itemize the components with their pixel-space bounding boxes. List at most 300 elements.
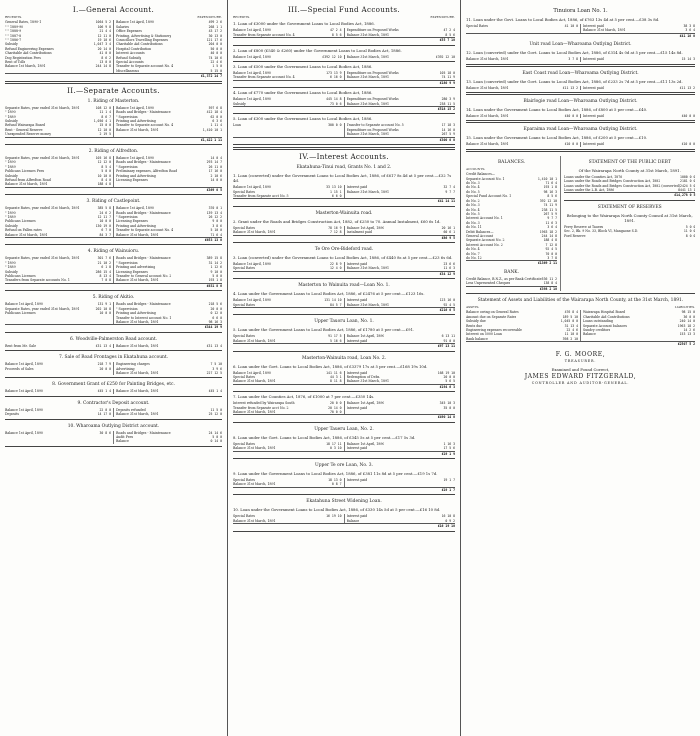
road-loan-para: 15. Loan under the Government Loans to Local Bodies Act, 1886, of £200 at 5 per cent.—£10.: [466, 135, 648, 141]
special-fund-receipt-label: Balance 1st April, 1890: [233, 97, 271, 102]
interest-para: 2. Grant under the Roads and Bridges Construction Act, 1882, of £250 to 70. Annual Instalment, £60 6s 1d.: [233, 218, 441, 224]
small-account-expense-amount: 11 5 0: [210, 407, 222, 412]
interest-total-row: [233, 451, 455, 456]
reserve-row: [564, 234, 695, 238]
interest-receipt-label: Balance 1st April, 1890: [233, 370, 271, 375]
general-expense-label: Special Accounts: [116, 60, 144, 65]
riding-expense-amount: 293 14 7: [206, 160, 222, 165]
small-account-title: 8. Government Grant of £250 for Painting Bridges, etc.: [52, 382, 175, 388]
riding-total-row: [5, 137, 222, 142]
interest-expense-label: Instalment paid: [346, 230, 372, 235]
general-receipts: [5, 20, 114, 73]
road-loan-expenditure: [581, 114, 695, 118]
interest-receipt-label: Special Rates: [233, 189, 256, 194]
bank-title: BANK.: [504, 269, 519, 275]
riding-expense-row: [116, 278, 222, 282]
riding-total-row: [5, 237, 222, 242]
assets-total: £2507 5 2: [677, 342, 695, 347]
interest-para: 4. Loan under the Government Loans to Local Bodies Act, 1886, of £2476 at 5 per cent.—£123 16s.: [233, 291, 425, 297]
assets-column: [466, 310, 581, 341]
asset-label: Engineering expenses recoverable: [466, 328, 522, 333]
small-account-expense-amount: 227 12 5: [206, 370, 222, 375]
riding-receipt-label: " 1889: [5, 215, 16, 219]
special-fund-receipt-row: [233, 55, 342, 59]
special-fund-divider: [233, 87, 455, 88]
riding-receipt-label: " 1890: [5, 210, 16, 215]
riding-receipt-label: Separate Rates, year ended 31st March, 1891: [5, 105, 80, 110]
interest-expense-row: [347, 339, 456, 343]
interest-expense-amount: 168 19 10: [437, 370, 455, 375]
public-debt-sub: Of the Wairarapa North County at 31st March, 1891.: [578, 167, 681, 173]
treasurer-role: TREASURER.: [564, 358, 597, 363]
general-receipt-label: Refund Engineering Expenses: [5, 46, 54, 51]
riding-receipt-label: Publicans Licenses Fees: [5, 169, 45, 174]
riding-receipt-amount: 105 16 8: [95, 155, 111, 160]
balance-amount: 244 14 8: [541, 233, 558, 238]
riding-expense-label: Printing and advertising: [116, 265, 156, 270]
small-account-receipt-label: Rent from Mr. Gale: [5, 343, 37, 348]
general-receipt-amount: 13 0 0: [99, 60, 111, 65]
interest-expenditure: [345, 262, 456, 271]
interest-total-row: [233, 414, 455, 419]
special-fund-receipt-row: [233, 123, 342, 127]
tinuiora-expense-label: Balance 31st March, 1891: [583, 28, 626, 33]
riding-expense-label: " Supervision: [116, 306, 138, 311]
small-account-expenditure: [114, 408, 222, 417]
general-receipt-label: " " 1886-7: [5, 38, 22, 43]
special-fund-expense-label: Expenditure on Proposed Works: [346, 71, 399, 76]
riding-expense-amount: 1 12 6: [210, 265, 222, 270]
special-fund-receipt-amount: 300 0 0: [328, 123, 342, 128]
special-fund-expense-label: Balance 31st March, 1891: [346, 75, 390, 80]
riding-receipt-row: [5, 182, 111, 186]
general-receipt-label: " " 1888-9: [5, 29, 22, 34]
riding-expense-label: Roads and Bridges - Maintenance: [116, 302, 171, 307]
road-loan-table: [466, 114, 695, 118]
general-receipt-amount: 244 14 8: [95, 64, 111, 69]
riding-expense-amount: 62 0 0: [210, 114, 222, 119]
riding-expense-row: [116, 320, 222, 324]
riding-receipt-amount: 15 0 0: [99, 123, 111, 128]
interest-total-row: [233, 271, 455, 276]
interest-head: Masterton to Wainuita road—Loan No. 1.: [298, 283, 390, 289]
balance-label: do No. 4: [466, 207, 480, 212]
interest-expense-label: Interest paid: [346, 370, 368, 375]
asset-label: Bank balance: [466, 336, 488, 341]
balance-label: do No. 3: [466, 203, 480, 208]
riding-total-row: [5, 324, 222, 329]
special-fund-expense-label: Expenditure on Proposed Works: [346, 127, 399, 132]
riding-receipt-label: Subsidy: [5, 118, 18, 123]
general-expense-label: Office Expenses: [116, 29, 142, 34]
balance-label: Special Fund Account No. 1: [466, 194, 512, 199]
interest-expense-label: Interest paid: [346, 514, 368, 519]
special-fund-para: 5. Loan of £300 under the Government Loans to Local Bodies Act, 1886.: [233, 116, 373, 122]
reserve-amount: 5 0 0: [685, 224, 696, 229]
interest-receipt-amount: 141 11 6: [326, 370, 342, 375]
liability-amount: 1963 18 2: [677, 323, 695, 328]
interest-expense-amount: 60 6 1: [443, 230, 455, 235]
interest-receipt-amount: 0 3 10: [329, 446, 342, 451]
separate-accounts-title: II.—Separate Accounts.: [67, 85, 160, 95]
road-loan-expenditure: [581, 57, 695, 61]
interest-head: Masterton-Wainuita road, Loan No. 2.: [301, 355, 387, 361]
interest-receipt-label: Transfer from Separate acct No. 5: [233, 193, 289, 198]
reserves-title: STATEMENT OF RESERVES: [597, 204, 662, 210]
general-expense-amount: 30 13 0: [208, 33, 222, 38]
balance-label: do No. 3: [466, 181, 480, 186]
balance-amount: 1963 18 2: [539, 229, 558, 234]
interest-receipt-row: [233, 379, 342, 383]
interest-para: 3. Loan (converted) under the Government Loans to Local Bodies Act, 1886, of £440 8s at 5 per cent.—£23 6s 6d.: [233, 254, 453, 260]
road-loan-para: 14. Loan under the Government Loans to Local Bodies Act, 1886, of £800 at 5 per cent.—£40.: [466, 107, 648, 113]
riding-expense-amount: 98 16 3: [208, 319, 222, 324]
special-fund-expense-label: Expenditure on Proposed Works: [346, 97, 399, 102]
riding-receipt-label: Separate Rates, year ended 31st March, 1891: [5, 155, 80, 160]
special-fund-expenditure: [345, 71, 456, 80]
receipts-label: RECEIPTS.: [5, 15, 23, 19]
interest-total: £34 12 9: [439, 271, 455, 276]
riding-receipt-amount: 5 0 0: [101, 169, 111, 174]
small-account-expense-amount: 24 14 6: [208, 430, 222, 435]
riding-receipt-amount: 108 12 0: [95, 105, 111, 110]
interest-receipt-label: Special Rates: [233, 334, 256, 339]
riding-expense-label: Balance 1st April, 1890: [116, 206, 154, 211]
small-account-divider: [5, 446, 222, 447]
special-fund-receipt-label: Subsidy: [233, 101, 246, 106]
interest-expense-amount: 91 0 0: [443, 338, 455, 343]
riding-total: £653 13 0: [204, 238, 222, 243]
interest-receipt-amount: 12 4 0: [329, 266, 342, 271]
general-expense-label: Charitable Aid Contributions: [116, 42, 163, 47]
special-fund-expense-amount: 47 2 4: [443, 28, 455, 33]
general-receipt-label: " " 1887-8: [5, 33, 22, 38]
interest-para: 6. Loan under the Govt. Loans to Local Bodies Act, 1886, of £3379 17s at 5 per cent.—£168 19s 10d.: [233, 363, 428, 369]
road-loan-receipt-label: Balance 31st March, 1891: [466, 142, 509, 147]
riding-receipt-amount: 7 0 8: [101, 278, 111, 283]
riding-title: 2. Riding of Alfredton.: [88, 148, 139, 154]
bank-table: [466, 277, 557, 286]
tinuiora-receipt-label: Special Rates: [466, 24, 489, 28]
general-receipt-amount: 21 4 4: [99, 29, 111, 34]
column-balances-statements: [461, 0, 700, 736]
tinuiora-receipt-row: [466, 24, 578, 28]
small-account-receipt-amount: 22 0 0: [99, 407, 111, 412]
balance-amount: 3 6 4: [547, 225, 558, 230]
balance-label: do No. 2: [466, 198, 480, 203]
small-account-expense-row: [116, 371, 222, 375]
general-expense-amount: 5 15 0: [210, 68, 222, 73]
asset-amount: 398 2 10: [562, 336, 578, 341]
road-loan-head: East Coast road Loan—Wharoama Outlying District.: [522, 70, 639, 76]
auditor-role: CONTROLLER AND AUDITOR-GENERAL.: [531, 380, 630, 385]
riding-receipt-label: " 1890: [5, 160, 16, 165]
riding-receipt-row: [5, 233, 111, 237]
balance-label: do No. 5: [466, 211, 480, 216]
general-receipt-amount: 1,047 3 4: [93, 42, 111, 47]
tinuiora-receipt-amount: 41 10 0: [564, 24, 578, 28]
interest-table: [233, 262, 455, 271]
special-fund-receipt-amount: 47 2 4: [329, 28, 342, 33]
special-fund-table: [233, 55, 455, 59]
interest-receipt-label: Transfer from Separate acct No. 2: [233, 405, 289, 410]
road-loan-receipt-amount: 3 7 8: [568, 57, 578, 62]
interest-receipt-amount: 8 11 8: [329, 379, 342, 384]
riding-expense-amount: 14 0 0: [210, 177, 222, 182]
riding-expense-amount: 412 18 4: [206, 110, 222, 115]
interest-receipts: [233, 185, 345, 198]
interest-expenditure: [345, 185, 456, 198]
special-fund-para: 1. Loan of £3000 under the Government Loans to Local Bodies Act, 1886.: [233, 21, 375, 27]
riding-expense-amount: 9 0 0: [212, 219, 222, 224]
interest-para: 10. Loan under the Government Loans to Local Bodies Act, 1886, of £330 14s 5d at 5 per cent.—£16 10 8d.: [233, 507, 441, 513]
interest-total: £490 14 0: [437, 415, 455, 420]
balance-label: do No. 4: [466, 247, 480, 252]
interest-expense-amount: 0 9 2: [445, 518, 455, 523]
liability-amount: 153 13 3: [679, 332, 695, 337]
special-fund-total: £180 9 9: [439, 80, 455, 85]
road-loan-expenditure: [581, 86, 695, 90]
riding-divider: [5, 144, 222, 145]
interest-receipt-amount: 33 13 10: [326, 185, 342, 190]
bank-label: Credit Balance, B.N.Z., as per Bank Certificate: [466, 276, 542, 281]
asset-amount: 189 5 10: [562, 314, 578, 319]
interest-receipt-row: [233, 519, 342, 523]
interest-divider: [233, 278, 455, 279]
road-loan-expense-row: [583, 114, 695, 118]
interest-expense-row: [347, 379, 456, 383]
interest-receipt-amount: 78 16 9: [328, 225, 342, 230]
road-loan-receipt-row: [466, 57, 578, 61]
road-loan-receipt-row: [466, 114, 578, 118]
interest-receipt-amount: 44 3 1: [329, 375, 342, 379]
special-fund-expense-amount: 105 18 0: [439, 71, 455, 76]
interest-para: 9. Loan under the Government Loans to Local Bodies Act, 1886, of £381 11s 8d at 5 per cent.—£19 1s 7d.: [233, 471, 438, 477]
riding-receipt-amount: 12 12 0: [97, 160, 111, 165]
public-debt-table: [564, 175, 695, 193]
riding-receipts: [5, 302, 114, 324]
balance-label: Interest Account No. 2: [466, 242, 503, 247]
riding-receipt-amount: 130 19 0: [95, 223, 111, 228]
interest-expenditure: [345, 298, 456, 307]
riding-receipt-amount: 8 5 4: [101, 164, 111, 169]
interest-head: Masterton-Wainuita road.: [315, 210, 373, 216]
riding-receipt-amount: 301 7 6: [97, 256, 111, 261]
interest-para: 1. Loan (converted) under the Government Loans to Local Bodies Act, 1886, of £617 8s 4d at 5 per cent.—£32 7s 4d.: [233, 173, 452, 184]
bank-amount: 138 8 4: [543, 281, 558, 286]
asset-amount: 31 13 4: [564, 323, 578, 328]
interest-expense-amount: 20 16 1: [441, 225, 455, 230]
road-loan-receipt-label: Balance 31st March, 1891: [466, 114, 509, 119]
interest-receipt-label: Balance 31st March, 1891: [233, 338, 276, 343]
bank-label: Less Unpresented Cheques: [466, 281, 511, 286]
asset-amount: 476 8 4: [564, 310, 578, 315]
small-account-expenditure: [114, 344, 222, 348]
interest-para: 7. Loan under the Counties Act, 1876, of £1000 at 7 per cent.—£350 14s.: [233, 394, 375, 400]
interest-expense-label: Balance: [346, 518, 360, 523]
interest-receipt-label: Special Rates: [233, 375, 256, 379]
riding-total: £631 8 6: [206, 283, 222, 288]
riding-receipt-amount: 12 11 7: [97, 215, 111, 219]
riding-total-row: [5, 283, 222, 288]
asset-label: Interest on 5000 Loan: [466, 332, 502, 337]
general-expense-amount: 22 4 6: [210, 60, 222, 65]
riding-receipt-label: Subsidy: [5, 223, 18, 228]
interest-receipt-label: Balance 31st March, 1891: [233, 518, 276, 523]
balance-label: Interest Account No. 1: [466, 216, 503, 221]
column-general-separate: [0, 0, 228, 736]
riding-divider: [5, 290, 222, 291]
receipts-label-2: RECEIPTS.: [233, 15, 251, 19]
interest-expense-row: [347, 478, 456, 482]
small-account-receipt-label: Proceeds of Sales: [5, 366, 34, 371]
balance-amount: 92 4 5: [545, 247, 558, 252]
interest-expense-amount: 17 5 6: [443, 446, 455, 451]
road-loan-table: [466, 142, 695, 146]
interest-receipts: [233, 371, 345, 384]
small-account-receipt-row: [5, 412, 111, 416]
riding-receipt-label: Publicans Licenses: [5, 311, 36, 316]
special-fund-total: £518 15 2: [437, 107, 455, 112]
riding-receipt-amount: 21 10 2: [97, 260, 111, 265]
interest-expense-amount: 19 1 7: [443, 478, 455, 483]
interest-expenditure: [345, 401, 456, 414]
small-account-receipts: [5, 362, 114, 375]
tinuiora-expense-amount: 3 6 4: [685, 28, 695, 33]
small-account-expense-amount: 5 0 0: [212, 434, 222, 439]
small-account-receipt-label: Balance 1st April, 1890: [5, 362, 43, 367]
interest-receipt-amount: 20 0 0: [329, 401, 342, 406]
interest-receipt-amount: 18 17 11: [326, 441, 342, 446]
interest-expenditure: [345, 478, 456, 487]
small-account-receipt-amount: £31 13 4: [95, 343, 111, 348]
interest-expense-amount: 5 6 5: [445, 379, 455, 384]
interest-total-row: [233, 235, 455, 240]
riding-expenditure: [114, 206, 222, 237]
special-fund-total-row: [233, 80, 455, 85]
riding-expense-amount: 218 5 6: [208, 302, 222, 307]
general-expense-amount: 268 1 1: [208, 24, 222, 29]
interest-divider: [233, 494, 455, 495]
riding-expense-amount: 6 6 0: [212, 315, 222, 320]
small-account-receipt-label: Balance 1st April, 1890: [5, 407, 43, 412]
small-account-expense-label: Advertising: [116, 366, 135, 371]
assets-liabilities-title: Statement of Assets and Liabilities of the Wairarapa North County, at the 31st March, 1891.: [477, 298, 684, 303]
riding-receipts: [5, 106, 114, 137]
general-account-title: I.—General Account.: [72, 5, 155, 14]
interest-receipts: [233, 401, 345, 414]
riding-receipt-label: " 1890: [5, 260, 16, 265]
balance-amount: 267 5 9: [543, 211, 558, 216]
riding-expense-label: " Supervision: [116, 215, 138, 219]
expenditure-label: EXPENDITURE.: [197, 15, 222, 19]
interest-receipt-label: Balance 1st April, 1890: [233, 185, 271, 190]
interest-table: [233, 442, 455, 451]
small-account-expense-label: Engineering charges: [116, 362, 150, 367]
interest-expense-label: Balance 31st March, 1891: [346, 379, 390, 384]
public-debt-amount: 2424 5 0: [680, 183, 696, 188]
interest-total: £19 1 9: [441, 451, 455, 456]
balance-amount: 11 6 3: [545, 220, 558, 225]
riding-expense-amount: 71 6 4: [210, 232, 222, 237]
riding-expense-label: Balance 31st March, 1891: [116, 127, 159, 132]
road-loan-expense-label: Interest paid: [583, 57, 604, 62]
special-fund-expense-label: Transfer to Separate account No. 5: [346, 123, 404, 128]
expenditure-label-2: EXPENDITURE.: [430, 15, 455, 19]
general-receipt-label: Charitable Aid Contributions: [5, 51, 52, 56]
small-account-expense-label: Roads and Bridges - Maintenance: [116, 430, 171, 435]
general-receipt-label: Rent of Tolls: [5, 60, 26, 65]
road-loan-receipts: [466, 114, 581, 118]
public-debt-title: STATEMENT OF THE PUBLIC DEBT: [588, 159, 671, 165]
riding-expense-label: " Supervision: [116, 164, 138, 169]
interest-expense-label: Balance 1st April, 1890: [346, 225, 385, 230]
road-loans-list: [466, 42, 695, 152]
road-loan-receipt-amount: £10 0 0: [564, 142, 578, 147]
interest-receipt-label: Balance 31st March, 1891: [233, 482, 276, 487]
riding-expense-amount: 6 3 6: [212, 118, 222, 123]
interest-receipt-label: Balance 1st April, 1890: [233, 298, 271, 303]
interest-para: 5. Loan under the Government Loans to Local Bodies Act, 1886, of £1780 at 5 per cent.—£91.: [233, 327, 415, 333]
road-loan-para: 13. Loan (converted) under the Govt. Loans to Local Bodies Act, 1886, of £233 2s 7d at 5 per cent.—£11 13s 2d.: [466, 78, 683, 84]
riding-table: [5, 256, 222, 282]
road-loan-head: Unit road Loan—Wharoama Outlying District.: [529, 42, 632, 48]
special-fund-expense-amount: 267 5 9: [441, 132, 455, 137]
liability-row: [583, 332, 695, 336]
riding-total-row: [5, 187, 222, 192]
interest-expense-label: Interest paid: [346, 298, 368, 303]
reserve-label: Sec. 2, Bk. 9 No. 33, Block VI, Mangaone S.D.: [564, 229, 639, 234]
small-account-expense-label: Balance 31st March, 1891: [116, 389, 159, 394]
riding-receipt-label: Refund on Fallen rates: [5, 228, 42, 233]
riding-expense-label: Licensing Expenses: [116, 269, 148, 274]
assets-liabilities-table: [466, 310, 695, 341]
road-loan-expense-row: [583, 142, 695, 146]
special-fund-total-row: [233, 106, 455, 111]
interest-expense-row: [347, 303, 456, 307]
interest-expense-row: [347, 406, 456, 410]
liability-amount: 98 15 0: [681, 310, 695, 315]
riding-expense-row: [116, 178, 222, 182]
interest-expense-amount: 6 13 11: [441, 334, 455, 339]
special-fund-expense-amount: 8 5 6: [445, 32, 455, 37]
general-receipt-amount: 106 9 8: [97, 24, 111, 29]
small-account-expense-label: Deposits refunded: [116, 407, 146, 412]
balance-label: Debit Balances—: [466, 229, 494, 234]
balance-label: do No. 12: [466, 255, 482, 260]
interest-receipts: [233, 514, 345, 523]
general-receipt-amount: 1064 5 2: [95, 20, 111, 25]
general-expense-amount: 50 0 0: [210, 46, 222, 51]
interest-expenditure: [345, 514, 456, 523]
interest-receipt-label: Balance 31st March, 1891: [233, 410, 276, 415]
interest-receipt-label: Balance 31st March, 1891: [233, 379, 276, 384]
special-fund-receipt-label: Balance 1st April, 1890: [233, 28, 271, 33]
road-loan-divider: [466, 120, 695, 123]
riding-receipt-amount: 2 19 5: [99, 132, 111, 137]
riding-expense-amount: 20 0 0: [210, 306, 222, 311]
public-debt-label: Loans under the L.B. Act, 1886: [564, 188, 615, 193]
tinuiora-expense-label: Interest paid: [583, 24, 604, 28]
asset-amount: 11 10 0: [564, 332, 578, 337]
riding-expense-amount: 17 16 0: [208, 169, 222, 174]
liability-amount: 14 2 6: [683, 328, 695, 333]
special-fund-expense-label: Balance 31st March, 1891: [346, 32, 390, 37]
special-fund-receipt-label: Transfer from Separate account No. 4: [233, 75, 295, 80]
small-account-expense-amount: 0 14 0: [210, 439, 222, 444]
general-expense-label: Councillors Travelling Expenses: [116, 38, 169, 43]
asset-label: Rents due: [466, 323, 483, 328]
